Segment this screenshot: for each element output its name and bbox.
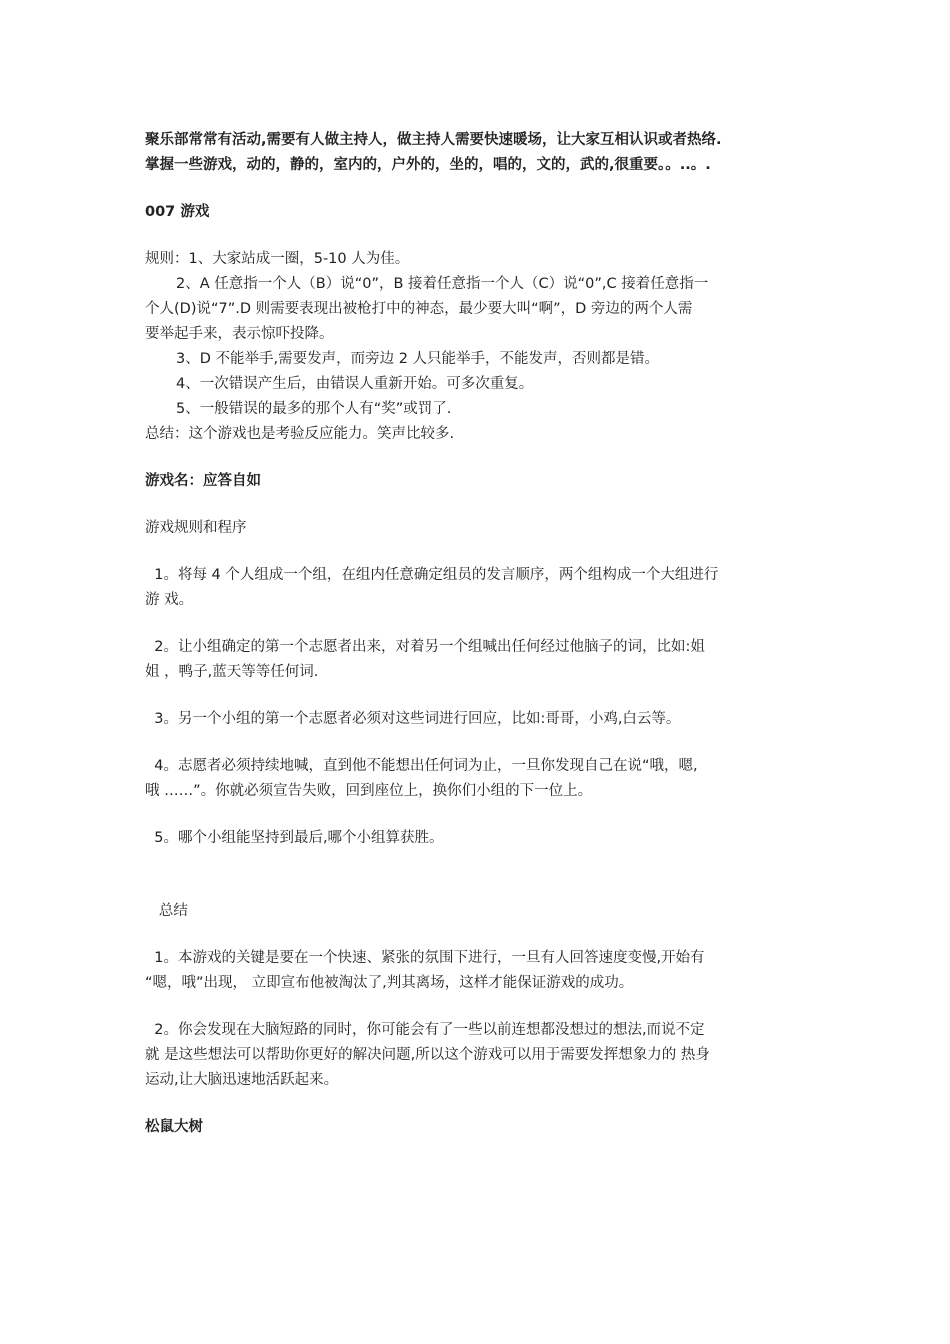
game2-rules-heading: 游戏规则和程序 [145, 520, 247, 536]
game1-summary: 总结：这个游戏也是考验反应能力。笑声比较多. [145, 426, 455, 442]
game1-rule-1: 规则：1、大家站成一圈，5-10 人为佳。 [145, 251, 410, 267]
game-title-squirrel: 松鼠大树 [145, 1119, 203, 1135]
game1-rule-4: 4、一次错误产生后，由错误人重新开始。可多次重复。 [176, 376, 534, 392]
game2-step-3: 3。另一个小组的第一个志愿者必须对这些词进行回应，比如:哥哥，小鸡,白云等。 [145, 711, 681, 727]
game2-step-4-cont: 哦 ……”。你就必须宣告失败，回到座位上，换你们小组的下一位上。 [145, 783, 593, 799]
game1-rule-3: 3、D 不能举手,需要发声，而旁边 2 人只能举手，不能发声，否则都是错。 [176, 351, 660, 367]
game2-step-4: 4。志愿者必须持续地喊，直到他不能想出任何词为止，一旦你发现自己在说“哦，嗯, [145, 758, 698, 774]
intro-line-2: 掌握一些游戏，动的，静的，室内的，户外的，坐的，唱的，文的，武的,很重要。。..。. [145, 157, 711, 173]
game2-step-1: 1。将每 4 个人组成一个组，在组内任意确定组员的发言顺序，两个组构成一个大组进行 [145, 567, 719, 583]
game2-step-1-cont: 游 戏。 [145, 592, 194, 608]
game1-rule-2-cont2: 要举起手来，表示惊吓投降。 [145, 326, 334, 342]
game2-summary-2: 2。你会发现在大脑短路的同时，你可能会有了一些以前连想都没想过的想法,而说不定 [145, 1022, 705, 1038]
game-title-007: 007 游戏 [145, 204, 210, 220]
game1-rule-2-cont: 个人(D)说“7”.D 则需要表现出被枪打中的神态，最少要大叫“啊”，D 旁边的两个人需 [145, 301, 693, 317]
game2-step-2-cont: 姐 ，鸭子,蓝天等等任何词. [145, 664, 319, 680]
game2-step-2: 2。让小组确定的第一个志愿者出来，对着另一个组喊出任何经过他脑子的词，比如:姐 [145, 639, 705, 655]
game2-summary-2-cont2: 运动,让大脑迅速地活跃起来。 [145, 1072, 339, 1088]
game1-rule-5: 5、一般错误的最多的那个人有“奖”或罚了. [176, 401, 452, 417]
game2-step-5: 5。哪个小组能坚持到最后,哪个小组算获胜。 [145, 830, 444, 846]
game2-summary-1: 1。本游戏的关键是要在一个快速、紧张的氛围下进行，一旦有人回答速度变慢,开始有 [145, 950, 705, 966]
document-page [145, 128, 810, 1140]
game2-summary-1-cont: “嗯，哦”出现， 立即宣布他被淘汰了,判其离场，这样才能保证游戏的成功。 [145, 975, 634, 991]
game2-summary-heading: 总结 [145, 903, 188, 919]
game1-rule-2: 2、A 任意指一个人（B）说“0”，B 接着任意指一个人（C）说“0”,C 接着任意指一 [176, 276, 709, 292]
game2-summary-2-cont: 就 是这些想法可以帮助你更好的解决问题,所以这个游戏可以用于需要发挥想象力的 热身 [145, 1047, 710, 1063]
game-title-answer: 游戏名：应答自如 [145, 473, 261, 489]
intro-line-1: 聚乐部常常有活动,需要有人做主持人，做主持人需要快速暖场，让大家互相认识或者热络. [145, 132, 722, 148]
